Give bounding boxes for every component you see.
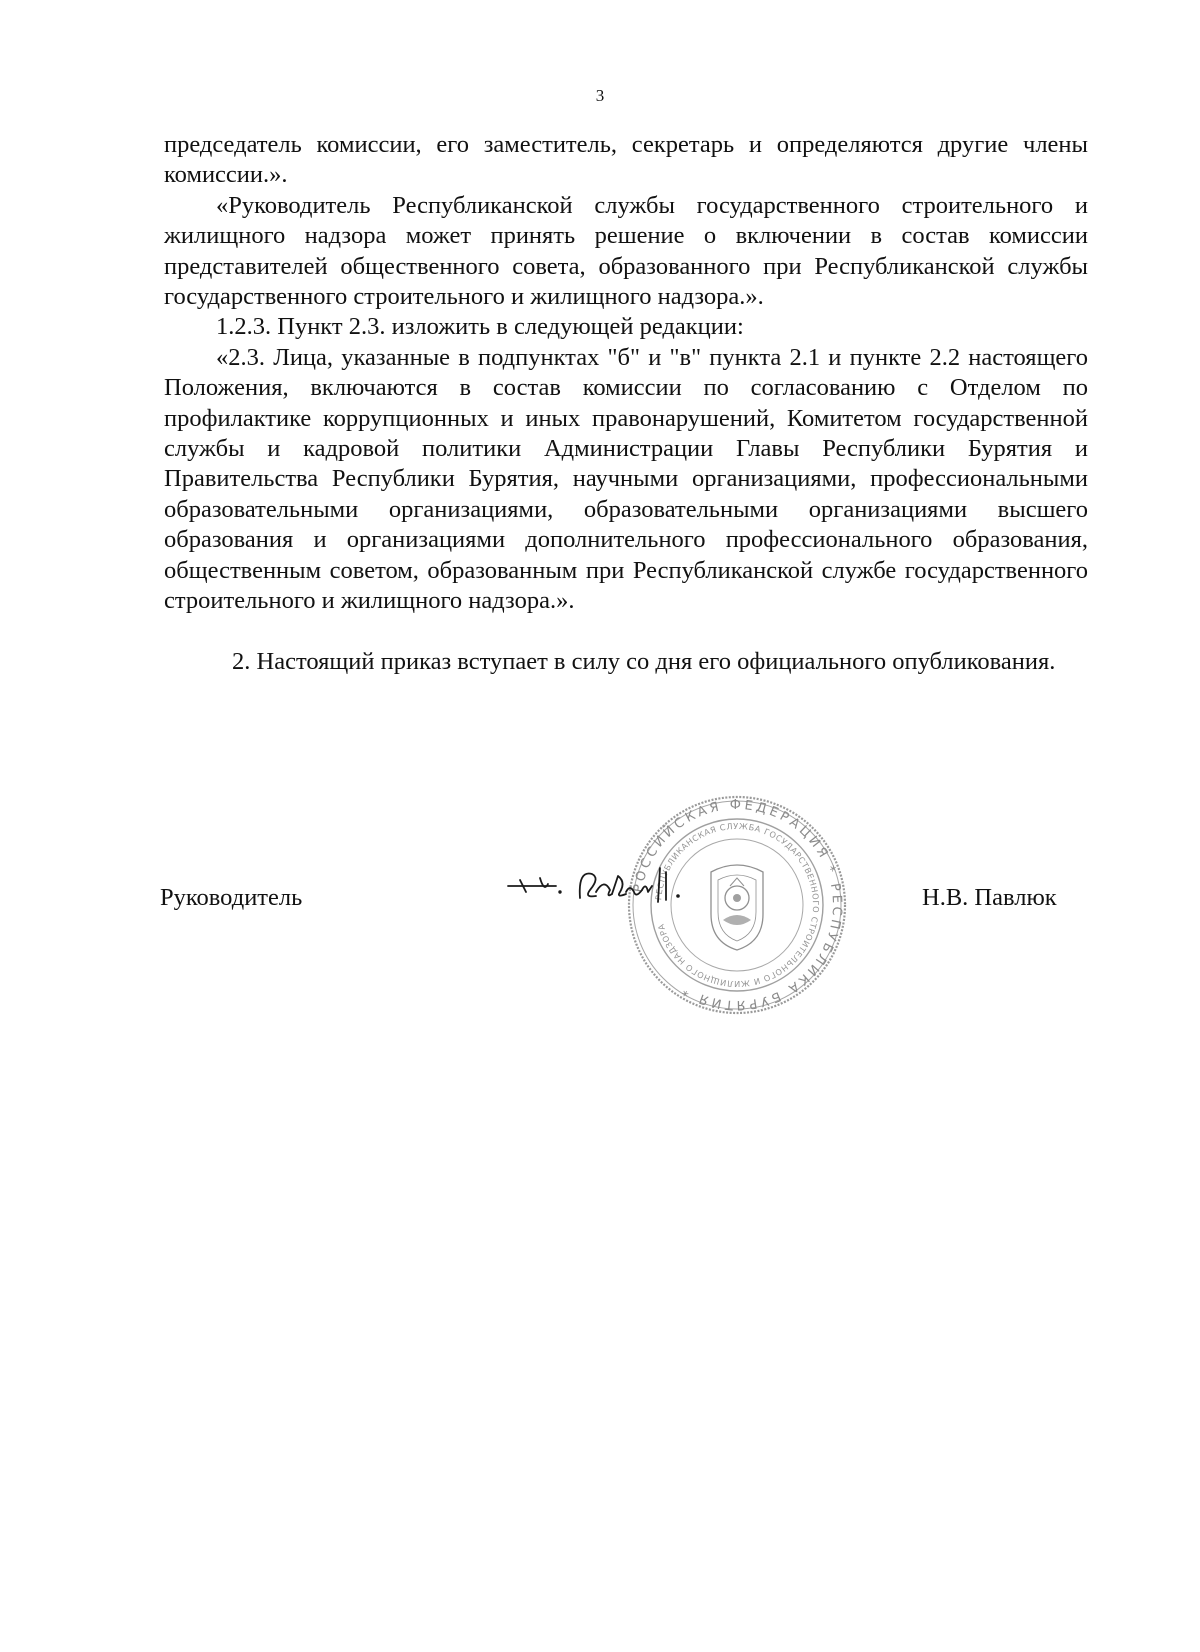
paragraph-public-council: «Руководитель Республиканской службы государственного строительного и жилищного надзора может принять решение о включении в состав комиссии представителей общественного совета, образованного при Республиканской службы государственного строительного и жилищного надзора.». (164, 191, 1088, 311)
paragraph-item-1-2-3: 1.2.3. Пункт 2.3. изложить в следующей редакции: (216, 313, 744, 341)
page-number: 3 (595, 86, 605, 105)
document-body (164, 130, 1088, 677)
signer-position: Руководитель (160, 884, 303, 911)
paragraph-effective-date: 2. Настоящий приказ вступает в силу со дня его официального опубликования. (232, 647, 1056, 675)
svg-text:РОССИЙСКАЯ ФЕДЕРАЦИЯ * РЕСПУБЛ: РОССИЙСКАЯ ФЕДЕРАЦИЯ * РЕСПУБЛИКА БУРЯТИЯ * (630, 797, 845, 1013)
handwritten-signature (500, 862, 720, 942)
paragraph-item-2-3-text: «2.3. Лица, указанные в подпунктах "б" и "в" пункта 2.1 и пункте 2.2 настоящего Положения, включаются в состав комиссии по согласованию с Отделом по профилактике коррупционных и иных правонарушений, Комитетом государственной службы и кадровой политики Администрации Главы Республики Бурятия и Правительства Республики Бурятия, научными организациями, профессиональными образовательными организациями, образовательными организациями высшего образования и организациями дополнительного профессионального образования, общественным советом, образованным при Республиканской службе государственного строительного и жилищного надзора.». (164, 343, 1088, 615)
paragraph-commission-members: председатель комиссии, его заместитель, секретарь и определяются другие члены комиссии.». (164, 131, 1088, 189)
signer-name: Н.В. Павлюк (922, 884, 1057, 911)
svg-text:РЕСПУБЛИКАНСКАЯ СЛУЖБА ГОСУДАР: РЕСПУБЛИКАНСКАЯ СЛУЖБА ГОСУДАРСТВЕННОГО СТРОИТЕЛЬНОГО И ЖИЛИЩНОГО НАДЗОРА (653, 820, 822, 990)
